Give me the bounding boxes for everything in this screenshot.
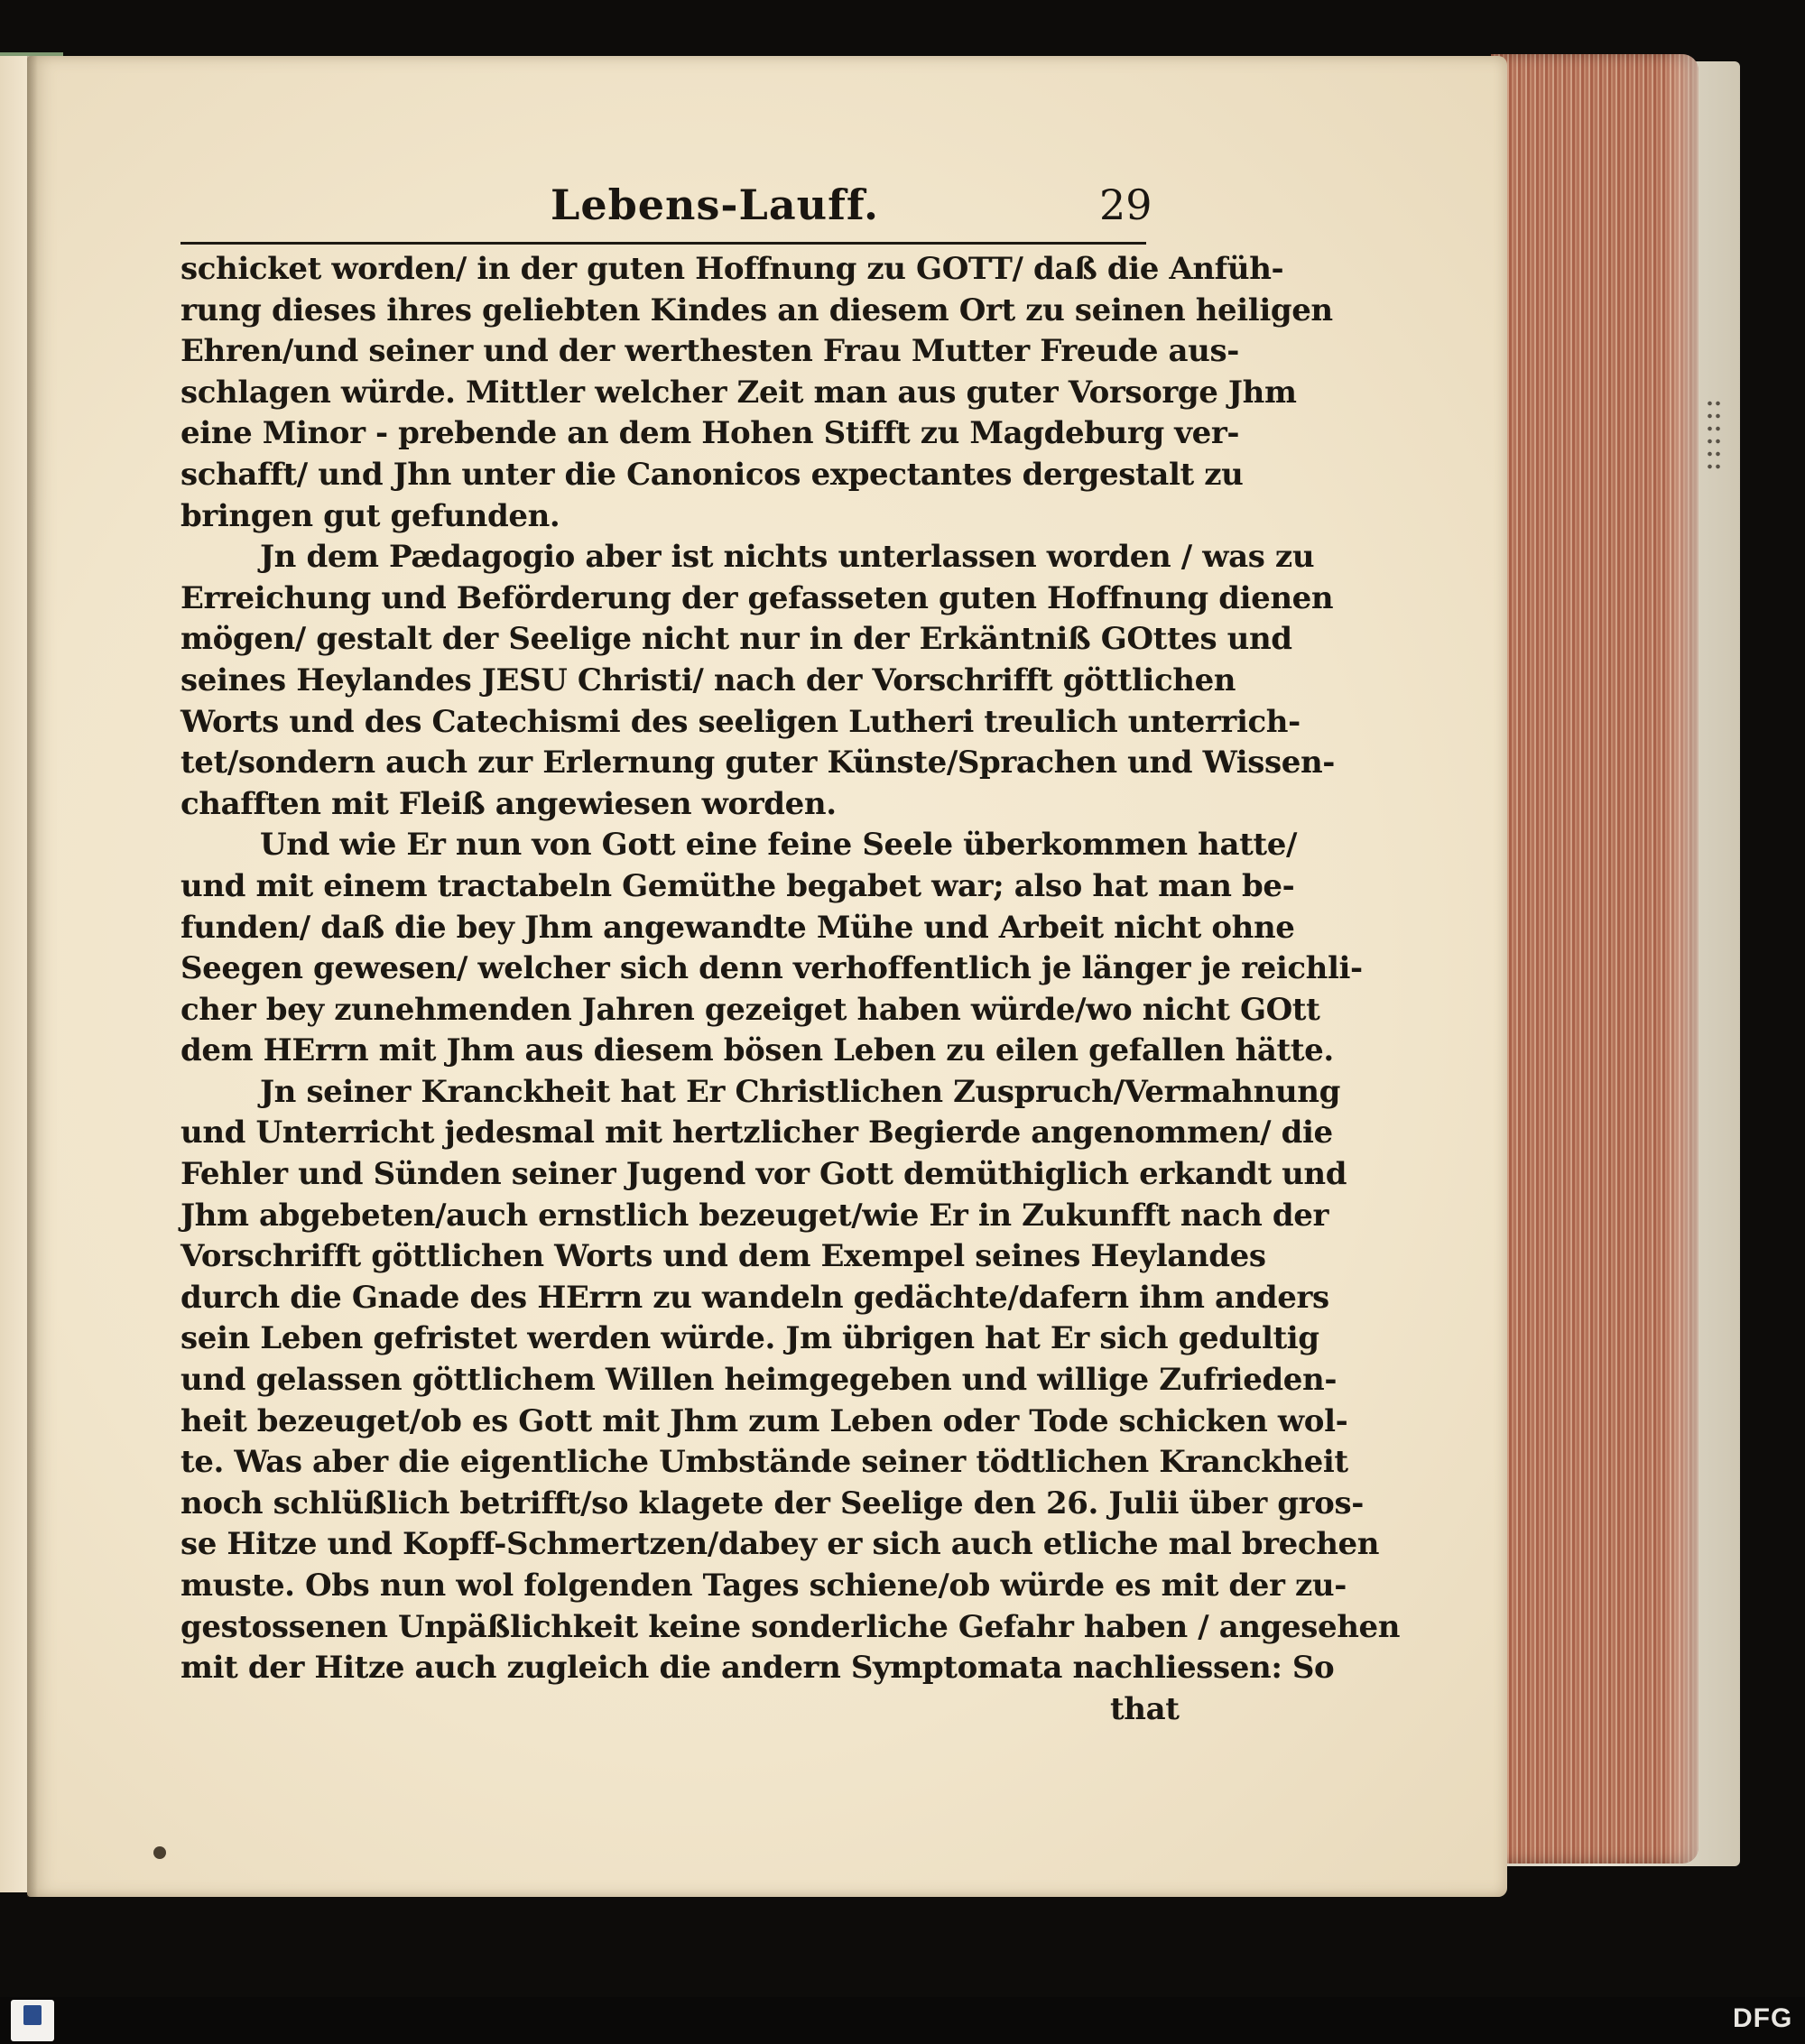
text-line: seines Heylandes JESU Christi/ nach der Vorschrifft göttlichen bbox=[180, 661, 1236, 698]
body-text bbox=[180, 249, 1401, 1727]
text-line: heit bezeuget/ob es Gott mit Jhm zum Leben oder Tode schicken wol- bbox=[180, 1402, 1348, 1439]
text-line: Vorschrifft göttlichen Worts und dem Exempel seines Heylandes bbox=[180, 1238, 1266, 1275]
viewer-footer bbox=[0, 1997, 1805, 2044]
text-line: und Unterricht jedesmal mit hertzlicher Begierde angenommen/ die bbox=[180, 1114, 1333, 1151]
text-line: und gelassen göttlichem Willen heimgegeben und willige Zufrieden- bbox=[180, 1362, 1338, 1399]
text-line: Fehler und Sünden seiner Jugend vor Gott demüthiglich erkandt und bbox=[180, 1156, 1347, 1193]
gutter-shadow bbox=[27, 56, 38, 1897]
text-line: se Hitze und Kopff-Schmertzen/dabey er sich auch etliche mal brechen bbox=[180, 1526, 1380, 1563]
text-line: eine Minor - prebende an dem Hohen Stifft zu Magdeburg ver- bbox=[180, 415, 1240, 452]
text-line: schafft/ und Jhn unter die Canonicos expectantes dergestalt zu bbox=[180, 456, 1244, 493]
text-line: Worts und des Catechismi des seeligen Lutheri treulich unterrich- bbox=[180, 703, 1301, 740]
text-line: durch die Gnade des HErrn zu wandeln gedächte/dafern ihm anders bbox=[180, 1279, 1329, 1316]
text-line: Und wie Er nun von Gott eine feine Seele überkommen hatte/ bbox=[260, 827, 1297, 864]
text-line: und mit einem tractabeln Gemüthe begabet war; also hat man be- bbox=[180, 867, 1295, 904]
cover-stain bbox=[1706, 397, 1722, 469]
text-line: Jn seiner Kranckheit hat Er Christlichen Zuspruch/Vermahnung bbox=[260, 1073, 1340, 1110]
running-head: Lebens-Lauff. bbox=[551, 180, 880, 229]
text-line: mit der Hitze auch zugleich die andern Symptomata nachliessen: So bbox=[180, 1650, 1335, 1687]
page-edges bbox=[1491, 54, 1699, 1864]
text-line: Seegen gewesen/ welcher sich denn verhoffentlich je länger je reichli- bbox=[180, 950, 1363, 987]
text-line: tet/sondern auch zur Erlernung guter Künste/Sprachen und Wissen- bbox=[180, 745, 1336, 782]
text-line: sein Leben gefristet werden würde. Jm übrigen hat Er sich gedultig bbox=[180, 1320, 1319, 1357]
dfg-logo[interactable]: DFG bbox=[1733, 2003, 1793, 2033]
text-line: mögen/ gestalt der Seelige nicht nur in der Erkäntniß GOttes und bbox=[180, 621, 1292, 658]
bleed-through bbox=[180, 1680, 1218, 1743]
text-line: gestossenen Unpäßlichkeit keine sonderliche Gefahr haben / angesehen bbox=[180, 1608, 1401, 1645]
page-number: 29 bbox=[1099, 180, 1152, 229]
text-line: noch schlüßlich betrifft/so klagete der Seelige den 26. Julii über gros- bbox=[180, 1484, 1364, 1521]
header-rule bbox=[180, 242, 1146, 245]
text-line: rung dieses ihres geliebten Kindes an diesem Ort zu seinen heiligen bbox=[180, 291, 1333, 328]
text-line: Jhm abgebeten/auch ernstlich bezeuget/wie Er in Zukunfft nach der bbox=[180, 1197, 1328, 1234]
text-line: chafften mit Fleiß angewiesen worden. bbox=[180, 785, 837, 822]
text-line: cher bey zunehmenden Jahren gezeiget haben würde/wo nicht GOtt bbox=[180, 991, 1320, 1028]
text-line: muste. Obs nun wol folgenden Tages schiene/ob würde es mit der zu- bbox=[180, 1568, 1347, 1604]
catchword: that bbox=[1110, 1690, 1180, 1727]
text-line: Jn dem Pædagogio aber ist nichts unterlassen worden / was zu bbox=[260, 539, 1315, 576]
library-logo-icon[interactable] bbox=[11, 2000, 54, 2041]
text-line: te. Was aber die eigentliche Umbstände seiner tödtlichen Kranckheit bbox=[180, 1444, 1348, 1481]
text-line: bringen gut gefunden. bbox=[180, 497, 560, 534]
ink-speck bbox=[153, 1846, 166, 1859]
text-line: schicket worden/ in der guten Hoffnung zu GOTT/ daß die Anfüh- bbox=[180, 251, 1284, 287]
text-line: funden/ daß die bey Jhm angewandte Mühe und Arbeit nicht ohne bbox=[180, 909, 1295, 946]
text-line: schlagen würde. Mittler welcher Zeit man aus guter Vorsorge Jhm bbox=[180, 374, 1297, 411]
text-line: Erreichung und Beförderung der gefasseten guten Hoffnung dienen bbox=[180, 579, 1334, 616]
text-line: dem HErrn mit Jhm aus diesem bösen Leben zu eilen gefallen hätte. bbox=[180, 1032, 1334, 1069]
text-line: Ehren/und seiner und der werthesten Frau Mutter Freude aus- bbox=[180, 333, 1239, 370]
